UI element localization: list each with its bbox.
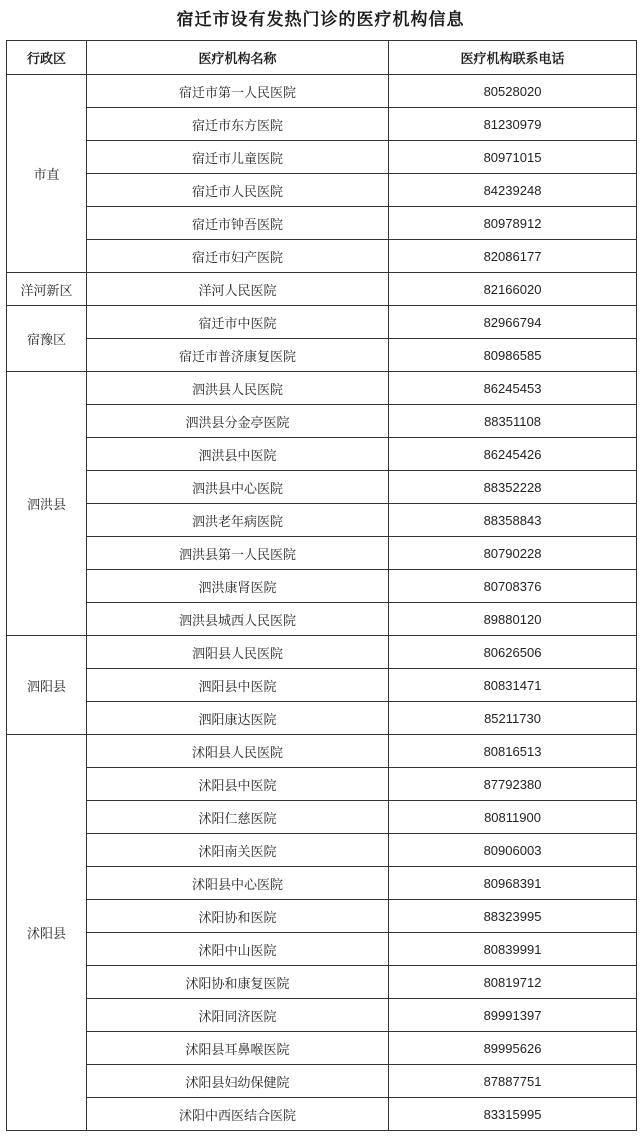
table-row bbox=[7, 867, 637, 900]
hospital-name-cell: 泗洪康肾医院 bbox=[87, 570, 389, 603]
hospital-name-cell: 泗洪老年病医院 bbox=[87, 504, 389, 537]
table-body bbox=[7, 75, 637, 1131]
hospital-name-cell: 宿迁市妇产医院 bbox=[87, 240, 389, 273]
table-row bbox=[7, 273, 637, 306]
page-title: 宿迁市设有发热门诊的医疗机构信息 bbox=[176, 10, 465, 30]
phone-cell: 81230979 bbox=[389, 108, 637, 141]
hospital-name-cell: 沭阳协和医院 bbox=[87, 900, 389, 933]
hospital-name-cell: 宿迁市第一人民医院 bbox=[87, 75, 389, 108]
phone-cell: 88352228 bbox=[389, 471, 637, 504]
phone-cell: 88351108 bbox=[389, 405, 637, 438]
hospital-name-cell: 宿迁市普济康复医院 bbox=[87, 339, 389, 372]
district-cell: 泗洪县 bbox=[7, 372, 87, 636]
table-row bbox=[7, 999, 637, 1032]
hospital-name-cell: 沭阳县中心医院 bbox=[87, 867, 389, 900]
hospital-name-cell: 宿迁市东方医院 bbox=[87, 108, 389, 141]
hospital-name-cell: 泗洪县中医院 bbox=[87, 438, 389, 471]
table-row bbox=[7, 240, 637, 273]
table-row bbox=[7, 801, 637, 834]
hospital-name-cell: 宿迁市中医院 bbox=[87, 306, 389, 339]
table-row bbox=[7, 108, 637, 141]
hospital-name-cell: 沭阳协和康复医院 bbox=[87, 966, 389, 999]
table-row bbox=[7, 339, 637, 372]
table-row bbox=[7, 966, 637, 999]
phone-cell: 88323995 bbox=[389, 900, 637, 933]
table-row bbox=[7, 1065, 637, 1098]
hospital-name-cell: 沭阳中西医结合医院 bbox=[87, 1098, 389, 1131]
table-row bbox=[7, 735, 637, 768]
table-row bbox=[7, 75, 637, 108]
hospital-name-cell: 宿迁市钟吾医院 bbox=[87, 207, 389, 240]
table-row bbox=[7, 1098, 637, 1131]
district-cell: 沭阳县 bbox=[7, 735, 87, 1131]
table-row bbox=[7, 174, 637, 207]
phone-cell: 88358843 bbox=[389, 504, 637, 537]
hospital-name-cell: 沭阳县耳鼻喉医院 bbox=[87, 1032, 389, 1065]
phone-cell: 89880120 bbox=[389, 603, 637, 636]
phone-cell: 80819712 bbox=[389, 966, 637, 999]
hospital-name-cell: 宿迁市人民医院 bbox=[87, 174, 389, 207]
table-row bbox=[7, 207, 637, 240]
phone-cell: 86245426 bbox=[389, 438, 637, 471]
table-row bbox=[7, 504, 637, 537]
column-header-district: 行政区 bbox=[7, 41, 87, 75]
phone-cell: 80839991 bbox=[389, 933, 637, 966]
phone-cell: 82966794 bbox=[389, 306, 637, 339]
hospital-name-cell: 沭阳县中医院 bbox=[87, 768, 389, 801]
phone-cell: 80971015 bbox=[389, 141, 637, 174]
phone-cell: 80816513 bbox=[389, 735, 637, 768]
table-row bbox=[7, 768, 637, 801]
district-cell: 宿豫区 bbox=[7, 306, 87, 372]
table-header-row bbox=[7, 41, 637, 75]
column-header-name: 医疗机构名称 bbox=[87, 41, 389, 75]
phone-cell: 80811900 bbox=[389, 801, 637, 834]
table-row bbox=[7, 438, 637, 471]
hospital-table bbox=[6, 40, 637, 1131]
phone-cell: 80626506 bbox=[389, 636, 637, 669]
column-header-phone: 医疗机构联系电话 bbox=[389, 41, 637, 75]
phone-cell: 89991397 bbox=[389, 999, 637, 1032]
phone-cell: 80978912 bbox=[389, 207, 637, 240]
district-cell: 洋河新区 bbox=[7, 273, 87, 306]
phone-cell: 82086177 bbox=[389, 240, 637, 273]
hospital-name-cell: 沭阳仁慈医院 bbox=[87, 801, 389, 834]
phone-cell: 87887751 bbox=[389, 1065, 637, 1098]
hospital-name-cell: 沭阳县人民医院 bbox=[87, 735, 389, 768]
phone-cell: 83315995 bbox=[389, 1098, 637, 1131]
district-cell: 市直 bbox=[7, 75, 87, 273]
table-row bbox=[7, 405, 637, 438]
phone-cell: 89995626 bbox=[389, 1032, 637, 1065]
table-row bbox=[7, 603, 637, 636]
hospital-name-cell: 泗洪县人民医院 bbox=[87, 372, 389, 405]
phone-cell: 87792380 bbox=[389, 768, 637, 801]
hospital-name-cell: 沭阳中山医院 bbox=[87, 933, 389, 966]
hospital-name-cell: 泗阳县中医院 bbox=[87, 669, 389, 702]
phone-cell: 82166020 bbox=[389, 273, 637, 306]
phone-cell: 80831471 bbox=[389, 669, 637, 702]
phone-cell: 85211730 bbox=[389, 702, 637, 735]
table-row bbox=[7, 702, 637, 735]
phone-cell: 80790228 bbox=[389, 537, 637, 570]
hospital-name-cell: 泗洪县城西人民医院 bbox=[87, 603, 389, 636]
phone-cell: 80528020 bbox=[389, 75, 637, 108]
hospital-name-cell: 泗阳康达医院 bbox=[87, 702, 389, 735]
phone-cell: 86245453 bbox=[389, 372, 637, 405]
district-cell: 泗阳县 bbox=[7, 636, 87, 735]
hospital-name-cell: 泗洪县第一人民医院 bbox=[87, 537, 389, 570]
table-row bbox=[7, 900, 637, 933]
table-row bbox=[7, 306, 637, 339]
table-row bbox=[7, 141, 637, 174]
hospital-name-cell: 沭阳南关医院 bbox=[87, 834, 389, 867]
table-row bbox=[7, 570, 637, 603]
phone-cell: 80968391 bbox=[389, 867, 637, 900]
hospital-name-cell: 沭阳县妇幼保健院 bbox=[87, 1065, 389, 1098]
hospital-name-cell: 泗洪县分金亭医院 bbox=[87, 405, 389, 438]
table-row bbox=[7, 669, 637, 702]
phone-cell: 80986585 bbox=[389, 339, 637, 372]
table-row bbox=[7, 933, 637, 966]
table-row bbox=[7, 471, 637, 504]
table-row bbox=[7, 372, 637, 405]
phone-cell: 84239248 bbox=[389, 174, 637, 207]
hospital-name-cell: 泗洪县中心医院 bbox=[87, 471, 389, 504]
hospital-name-cell: 宿迁市儿童医院 bbox=[87, 141, 389, 174]
phone-cell: 80906003 bbox=[389, 834, 637, 867]
table-row bbox=[7, 636, 637, 669]
hospital-name-cell: 洋河人民医院 bbox=[87, 273, 389, 306]
hospital-name-cell: 沭阳同济医院 bbox=[87, 999, 389, 1032]
table-row bbox=[7, 537, 637, 570]
hospital-name-cell: 泗阳县人民医院 bbox=[87, 636, 389, 669]
phone-cell: 80708376 bbox=[389, 570, 637, 603]
table-row bbox=[7, 1032, 637, 1065]
table-row bbox=[7, 834, 637, 867]
